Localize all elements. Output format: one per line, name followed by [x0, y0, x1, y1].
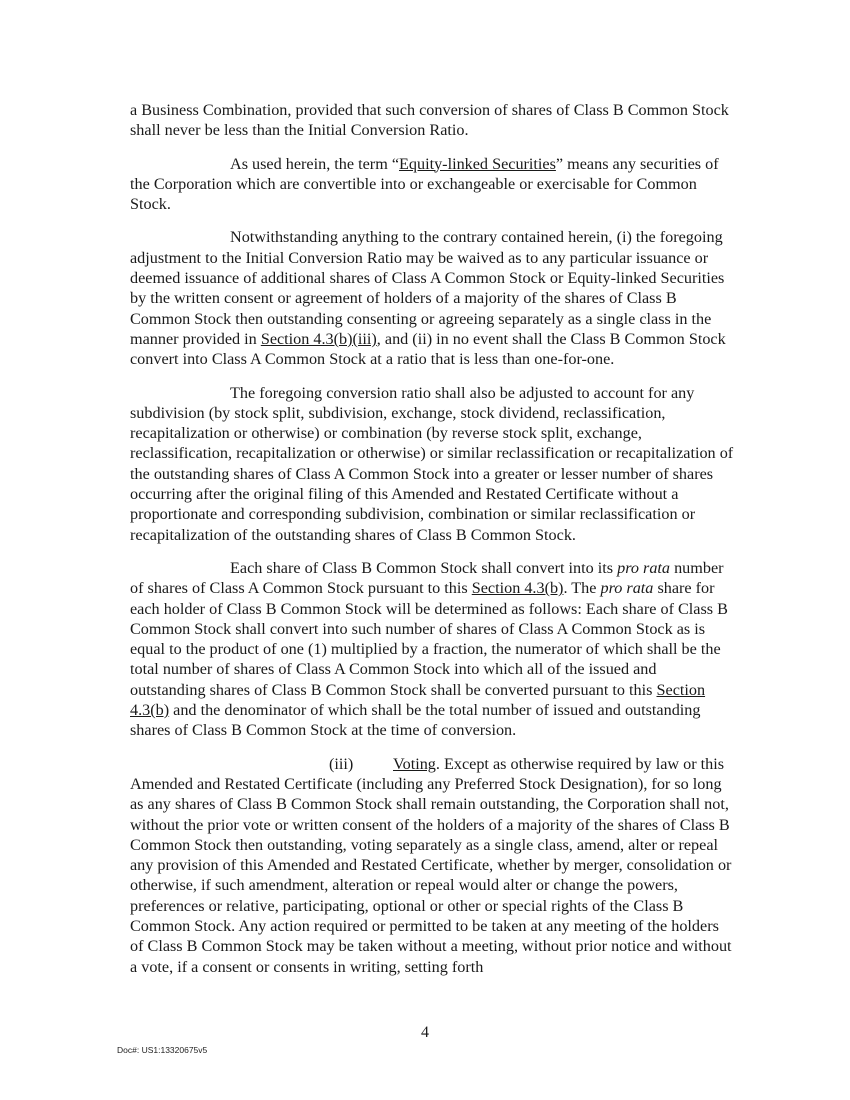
paragraph-text: Notwithstanding anything to the contrary contained herein, (i) the foregoing adjustment to the Initial Conversion Ratio may be waived as to any particular issuance or deemed issuance of additional shares of Class A Common Stock or Equity-linked Securities by the written consent or agreement of holders of a majority of the shares of Class B Common Stock then outstanding consenting or agreeing separately as a single class in the manner provided in	[130, 228, 725, 348]
page-number: 4	[421, 1024, 429, 1041]
paragraph-text: Each share of Class B Common Stock shall convert into its	[230, 558, 618, 577]
italic-term: pro rata	[600, 579, 654, 598]
italic-term: pro rata	[617, 558, 671, 577]
section-reference: Section 4.3(b)	[471, 579, 564, 598]
paragraph-equity-linked-definition	[130, 154, 736, 215]
document-id: Doc#: US1:13320675v5	[117, 1045, 208, 1055]
paragraph-conversion-ratio	[130, 100, 736, 141]
paragraph-text: a Business Combination, provided that such conversion of shares of Class B Common Stock shall never be less than the Initial Conversion Ratio.	[130, 101, 729, 140]
paragraph-text: and the denominator of which shall be the total number of issued and outstanding shares of Class B Common Stock at the time of conversion.	[130, 701, 701, 740]
paragraph-text: . Except as otherwise required by law or this Amended and Restated Certificate (including any Preferred Stock Designation), for so long as any shares of Class B Common Stock shall remain outstanding, the Corporation shall not, without the prior vote or written consent of the holders of a majority of the shares of Class B Common Stock then outstanding, voting separately as a single class, amend, alter or repeal any provision of this Amended and Restated Certificate, whether by merger, consolidation or otherwise, if such amendment, alteration or repeal would alter or change the powers, preferences or relative, participating, optional or other or special rights of the Class B Common Stock. Any action required or permitted to be taken at any meeting of the holders of Class B Common Stock may be taken without a meeting, without prior notice and without a vote, if a consent or consents in writing, setting forth	[130, 754, 732, 976]
section-reference: Section 4.3(b)(iii)	[260, 329, 377, 348]
paragraph-text: number of shares of Class A Common Stock pursuant to this	[130, 558, 724, 598]
paragraph-adjustment	[130, 383, 736, 545]
section-heading: Voting	[393, 754, 436, 773]
section-reference: Section 4.3(b)	[130, 680, 706, 720]
paragraph-text: . The	[563, 579, 601, 598]
section-numeral: (iii)	[329, 754, 354, 773]
paragraph-text: The foregoing conversion ratio shall also be adjusted to account for any subdivision (by stock split, subdivision, exchange, stock dividend, reclassification, recapitalization or otherwise) or combination (by reverse stock split, exchange, reclassification, recapitalization or otherwise) or similar reclassification or recapitalization of the outstanding shares of Class A Common Stock into a greater or lesser number of shares occurring after the original filing of this Amended and Restated Certificate without a proportionate and corresponding subdivision, combination or similar reclassification or recapitalization of the outstanding shares of Class B Common Stock.	[130, 383, 734, 544]
paragraph-voting	[130, 754, 736, 977]
paragraph-text: share for each holder of Class B Common Stock will be determined as follows: Each share of Class B Common Stock shall convert into such number of shares of Class A Common Stock as is equal to the product of one (1) multiplied by a fraction, the numerator of which shall be the total number of shares of Class A Common Stock into which all of the issued and outstanding shares of Class B Common Stock shall be converted pursuant to this	[130, 579, 728, 699]
paragraph-pro-rata	[130, 558, 736, 741]
paragraph-text: , and (ii) in no event shall the Class B Common Stock convert into Class A Common Stock at a ratio that is less than one-for-one.	[130, 329, 726, 369]
defined-term: Equity-linked Securities	[399, 154, 556, 173]
paragraph-text: ” means any securities of the Corporation which are convertible into or exchangeable or exercisable for Common Stock.	[130, 154, 719, 214]
paragraph-waiver	[130, 227, 736, 369]
paragraph-text: As used herein, the term “	[230, 154, 400, 173]
document-body	[130, 100, 736, 990]
